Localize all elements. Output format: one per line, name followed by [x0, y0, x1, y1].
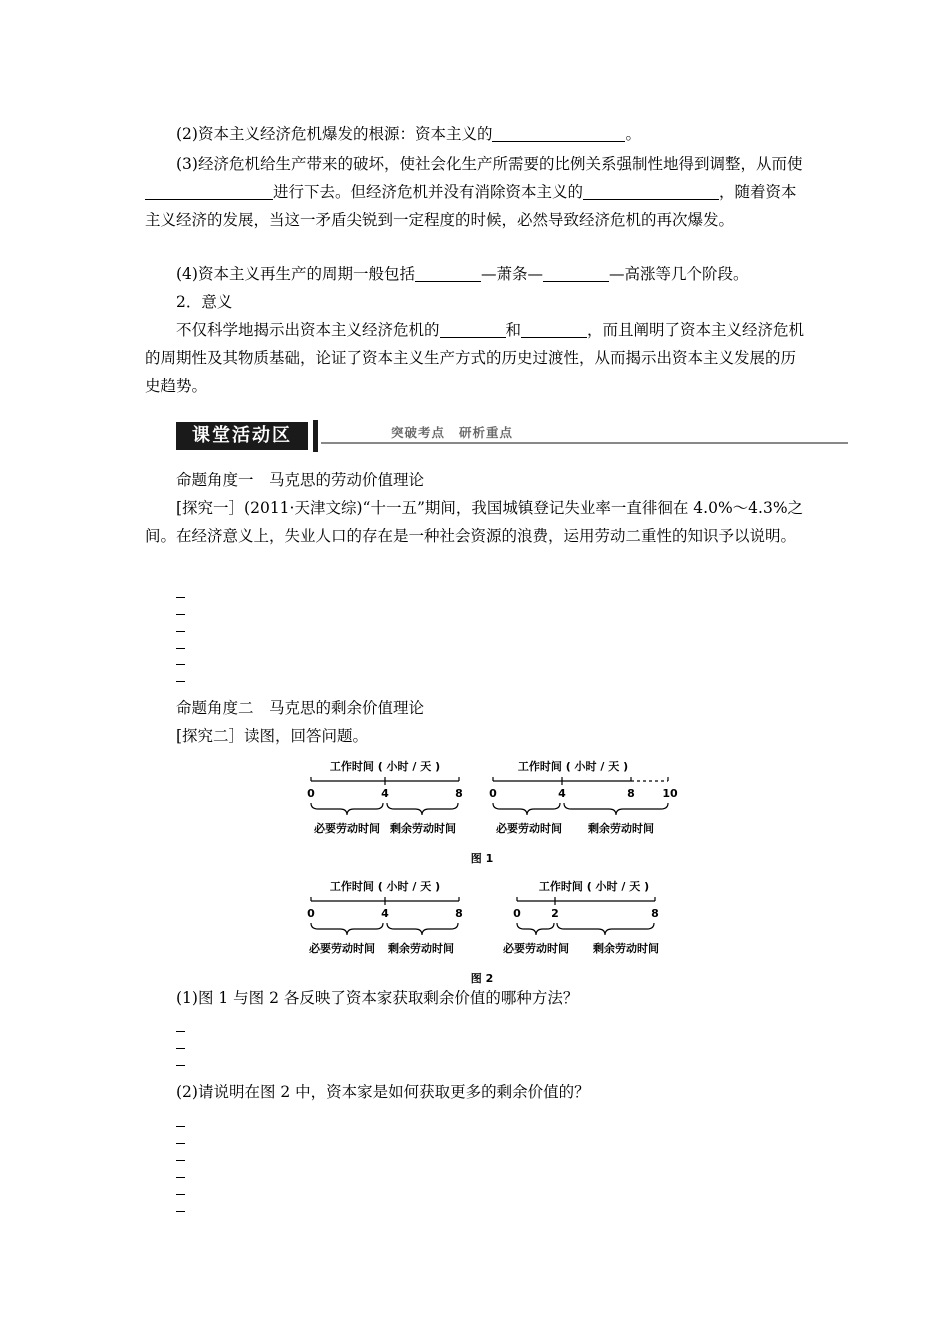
surplus-time-label: 剩余劳动时间	[388, 942, 454, 955]
question-1: (1)图 1 与图 2 各反映了资本家获取剩余价值的哪种方法？	[176, 989, 579, 1007]
answer-line[interactable]	[176, 1143, 185, 1144]
tick-label: 0	[307, 787, 315, 800]
tick-label: 8	[455, 787, 463, 800]
fig2-left-axis-title: 工作时间 ( 小时 / 天 )	[329, 880, 441, 893]
angle2-intro: [探究二］读图，回答问题。	[176, 727, 369, 745]
answer-line[interactable]	[176, 1194, 185, 1195]
tick-label: 0	[489, 787, 497, 800]
tick-label: 0	[307, 907, 315, 920]
tick-label: 8	[651, 907, 659, 920]
necessary-time-label: 必要劳动时间	[503, 942, 569, 955]
banner-title: 课堂活动区	[176, 422, 308, 450]
banner-sub2: 研析重点	[459, 425, 514, 440]
tick-label: 2	[551, 907, 559, 920]
paragraph-significance: 不仅科学地揭示出资本主义经济危机的 和 ，而且阐明了资本主义经济危机的周期性及其物质基础，论证了资本主义生产方式的历史过渡性，从而揭示出资本主义发展的历史趋势。	[145, 321, 805, 395]
fig1-right-axis-title: 工作时间 ( 小时 / 天 )	[517, 760, 629, 773]
surplus-time-label: 剩余劳动时间	[588, 822, 654, 835]
surplus-time-label: 剩余劳动时间	[390, 822, 456, 835]
answer-line[interactable]	[176, 1126, 185, 1127]
answer-line[interactable]	[176, 1031, 185, 1032]
necessary-time-label: 必要劳动时间	[314, 822, 380, 835]
angle1-question: [探究一］(2011·天津文综)“十一五”期间，我国城镇登记失业率一直徘徊在 4.0%～4.3%之间。在经济意义上，失业人口的存在是一种社会资源的浪费，运用劳动二重性的知识予以说明。	[145, 499, 804, 545]
tick-label: 10	[662, 787, 678, 800]
answer-line[interactable]	[176, 1211, 185, 1212]
question-2: (2)请说明在图 2 中，资本家是如何获取更多的剩余价值的？	[176, 1083, 590, 1101]
angle2-title: 命题角度二 马克思的剩余价值理论	[176, 699, 425, 717]
paragraph-crisis-effect: (3)经济危机给生产带来的破坏，使社会化生产所需要的比例关系强制性地得到调整，从而使进行下去。但经济危机并没有消除资本主义的 ，随着资本主义经济的发展，当这一矛盾尖锐到一定程度的时候，必然导致经济危机的再次爆发。	[145, 155, 803, 229]
surplus-time-label: 剩余劳动时间	[593, 942, 659, 955]
tick-label: 8	[455, 907, 463, 920]
figure2-caption: 图 2	[470, 972, 494, 985]
tick-label: 4	[558, 787, 566, 800]
answer-line[interactable]	[176, 1160, 185, 1161]
figure1-caption: 图 1	[470, 852, 494, 865]
tick-label: 4	[381, 907, 389, 920]
answer-line[interactable]	[176, 1048, 185, 1049]
paragraph-root-cause: (2)资本主义经济危机爆发的根源：资本主义的 。	[176, 125, 641, 143]
fig2-right-axis-title: 工作时间 ( 小时 / 天 )	[538, 880, 650, 893]
fig1-left-axis-title: 工作时间 ( 小时 / 天 )	[329, 760, 441, 773]
necessary-time-label: 必要劳动时间	[309, 942, 375, 955]
tick-label: 8	[627, 787, 635, 800]
banner-sub1: 突破考点	[391, 425, 446, 440]
answer-line[interactable]	[176, 1065, 185, 1066]
paragraph-cycle-stages: (4)资本主义再生产的周期一般包括 —萧条— —高涨等几个阶段。	[176, 265, 749, 283]
answer-line[interactable]	[176, 1177, 185, 1178]
angle1-title: 命题角度一 马克思的劳动价值理论	[176, 471, 425, 489]
heading-significance: 2．意义	[176, 293, 233, 311]
tick-label: 0	[513, 907, 521, 920]
necessary-time-label: 必要劳动时间	[496, 822, 562, 835]
tick-label: 4	[381, 787, 389, 800]
